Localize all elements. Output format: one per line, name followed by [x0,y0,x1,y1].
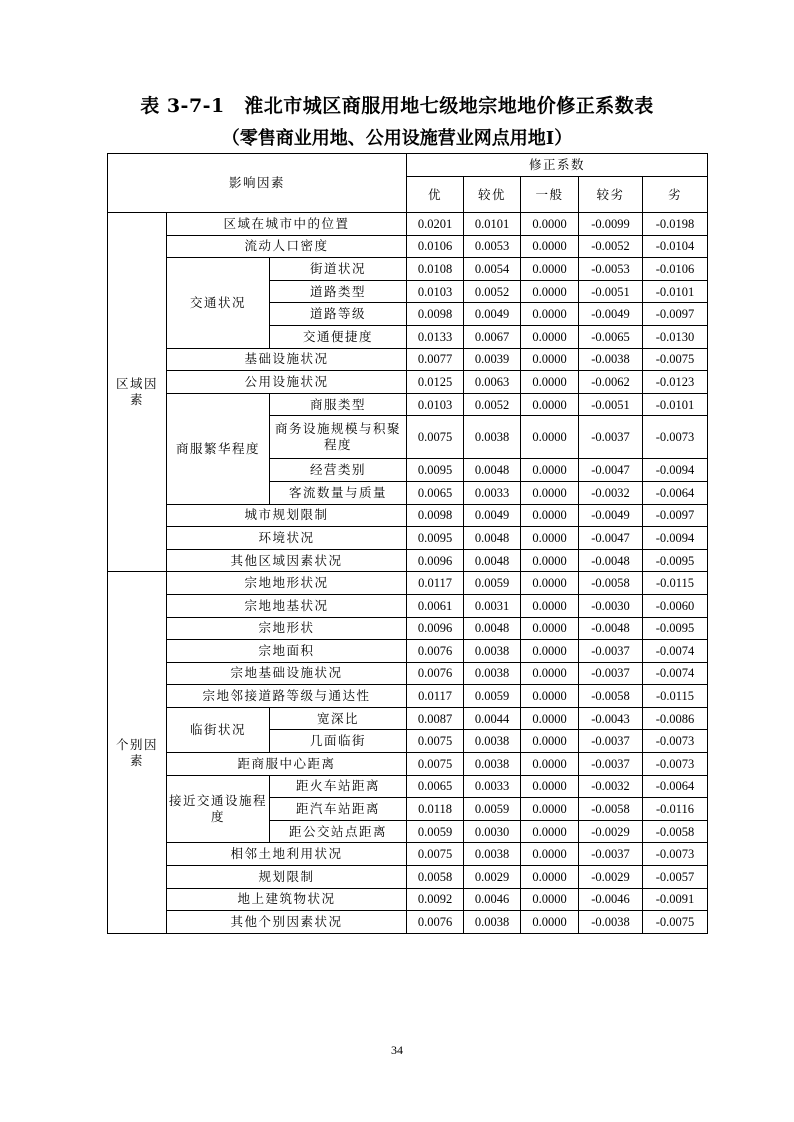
coefficient-value: 0.0000 [521,481,579,504]
coefficient-value: 0.0075 [407,416,464,459]
coefficient-value: 0.0038 [464,640,521,663]
header-grade: 一般 [521,177,579,213]
coefficient-value: 0.0000 [521,527,579,550]
coefficient-value: 0.0000 [521,640,579,663]
coefficient-value: -0.0073 [643,416,708,459]
coefficient-value: 0.0058 [407,866,464,889]
header-row [108,154,708,177]
coefficient-value: 0.0052 [464,280,521,303]
coefficient-value: 0.0031 [464,594,521,617]
factor-label: 距汽车站距离 [270,798,407,821]
table-row [108,258,708,281]
coefficient-value: -0.0130 [643,325,708,348]
table-row [108,707,708,730]
coefficient-value: 0.0038 [464,416,521,459]
coefficient-value: 0.0000 [521,685,579,708]
coefficient-value: 0.0000 [521,662,579,685]
coefficient-value: 0.0046 [464,888,521,911]
coefficient-value: 0.0096 [407,617,464,640]
coefficient-value: -0.0030 [579,594,643,617]
coefficient-value: -0.0074 [643,640,708,663]
coefficient-value: -0.0073 [643,753,708,776]
coefficient-value: 0.0044 [464,707,521,730]
coefficient-value: -0.0094 [643,527,708,550]
coefficient-value: 0.0039 [464,348,521,371]
coefficient-value: 0.0033 [464,481,521,504]
factor-label: 几面临街 [270,730,407,753]
factor-label: 地上建筑物状况 [167,888,407,911]
coefficient-value: 0.0059 [464,572,521,595]
factor-label: 环境状况 [167,527,407,550]
coefficient-value: -0.0047 [579,459,643,482]
table-row [108,617,708,640]
subgroup-traffic: 交通状况 [167,258,270,348]
table-row [108,572,708,595]
coefficient-value: 0.0000 [521,504,579,527]
coefficient-value: -0.0037 [579,843,643,866]
group-regional-factors: 区域因素 [108,213,167,572]
header-grade: 较优 [464,177,521,213]
table-row [108,393,708,416]
coefficient-value: -0.0058 [579,572,643,595]
table-title: 表 3-7-1 淮北市城区商服用地七级地宗地地价修正系数表 [140,95,654,117]
table-row [108,753,708,776]
table-row [108,235,708,258]
coefficient-value: 0.0000 [521,730,579,753]
factor-label: 街道状况 [270,258,407,281]
coefficient-value: 0.0076 [407,662,464,685]
coefficient-value: -0.0047 [579,527,643,550]
coefficient-value: 0.0000 [521,416,579,459]
coefficient-value: 0.0029 [464,866,521,889]
coefficient-value: -0.0037 [579,730,643,753]
factor-label: 宽深比 [270,707,407,730]
coefficient-value: 0.0077 [407,348,464,371]
coefficient-value: 0.0000 [521,594,579,617]
coefficient-value: 0.0000 [521,371,579,394]
coefficient-value: 0.0049 [464,504,521,527]
coefficient-value: 0.0063 [464,371,521,394]
coefficient-value: 0.0000 [521,348,579,371]
table-row [108,371,708,394]
coefficient-value: -0.0106 [643,258,708,281]
header-grade: 劣 [643,177,708,213]
coefficient-value: -0.0029 [579,866,643,889]
coefficient-value: 0.0118 [407,798,464,821]
coefficient-value: -0.0058 [643,820,708,843]
coefficient-value: 0.0059 [464,798,521,821]
factor-label: 区域在城市中的位置 [167,213,407,236]
coefficient-value: -0.0046 [579,888,643,911]
coefficient-value: 0.0065 [407,481,464,504]
coefficient-value: 0.0000 [521,213,579,236]
coefficient-value: -0.0101 [643,280,708,303]
coefficient-value: -0.0058 [579,685,643,708]
coefficient-value: -0.0097 [643,504,708,527]
coefficient-value: 0.0065 [407,775,464,798]
coefficient-value: -0.0051 [579,280,643,303]
coefficient-value: -0.0074 [643,662,708,685]
coefficient-value: -0.0075 [643,911,708,934]
coefficient-value: 0.0048 [464,527,521,550]
coefficient-value: -0.0073 [643,730,708,753]
table-row [108,888,708,911]
coefficient-value: -0.0062 [579,371,643,394]
factor-label: 客流数量与质量 [270,481,407,504]
coefficient-value: 0.0103 [407,393,464,416]
coefficient-value: -0.0048 [579,617,643,640]
table-row [108,348,708,371]
coefficient-value: 0.0087 [407,707,464,730]
subgroup-commerce: 商服繁华程度 [167,393,270,504]
coefficient-value: 0.0108 [407,258,464,281]
coefficient-value: -0.0053 [579,258,643,281]
coefficient-value: -0.0037 [579,753,643,776]
page-number: 34 [391,1043,403,1057]
coefficient-value: 0.0000 [521,617,579,640]
coefficient-value: -0.0075 [643,348,708,371]
coefficient-value: -0.0116 [643,798,708,821]
factor-label: 距火车站距离 [270,775,407,798]
coefficient-value: -0.0032 [579,481,643,504]
coefficient-value: 0.0059 [464,685,521,708]
table-row [108,911,708,934]
factor-label: 距公交站点距离 [270,820,407,843]
table-row [108,504,708,527]
coefficient-value: 0.0000 [521,549,579,572]
coefficient-value: 0.0000 [521,866,579,889]
coefficient-value: -0.0073 [643,843,708,866]
coefficient-value: -0.0049 [579,504,643,527]
factor-label: 规划限制 [167,866,407,889]
coefficient-value: 0.0000 [521,325,579,348]
coefficient-value: -0.0101 [643,393,708,416]
factor-label: 道路等级 [270,303,407,326]
coefficient-value: 0.0038 [464,730,521,753]
coefficient-value: 0.0048 [464,549,521,572]
factor-label: 流动人口密度 [167,235,407,258]
coefficient-value: -0.0091 [643,888,708,911]
coefficient-value: -0.0099 [579,213,643,236]
factor-label: 道路类型 [270,280,407,303]
header-grade: 较劣 [579,177,643,213]
factor-label: 宗地面积 [167,640,407,663]
coefficient-value: -0.0048 [579,549,643,572]
coefficient-value: 0.0095 [407,459,464,482]
coefficient-value: 0.0038 [464,662,521,685]
coefficient-value: 0.0053 [464,235,521,258]
table-row [108,213,708,236]
factor-label: 商服类型 [270,393,407,416]
coefficient-value: 0.0098 [407,303,464,326]
coefficient-value: 0.0117 [407,572,464,595]
factor-label: 其他个别因素状况 [167,911,407,934]
factor-label: 商务设施规模与积聚程度 [270,416,407,459]
factor-label: 宗地地基状况 [167,594,407,617]
table-subtitle: （零售商业用地、公用设施营业网点用地I） [221,128,573,149]
table-row [108,594,708,617]
coefficient-value: 0.0054 [464,258,521,281]
coefficient-value: -0.0064 [643,481,708,504]
coefficient-value: -0.0032 [579,775,643,798]
coefficient-value: -0.0064 [643,775,708,798]
coefficient-value: 0.0092 [407,888,464,911]
coefficient-value: 0.0103 [407,280,464,303]
factor-label: 基础设施状况 [167,348,407,371]
coefficient-value: 0.0049 [464,303,521,326]
factor-label: 经营类别 [270,459,407,482]
factor-label: 宗地邻接道路等级与通达性 [167,685,407,708]
coefficient-value: 0.0106 [407,235,464,258]
coefficient-value: -0.0057 [643,866,708,889]
coefficient-value: 0.0076 [407,911,464,934]
coefficient-value: 0.0067 [464,325,521,348]
correction-factor-table [107,153,708,934]
coefficient-value: 0.0059 [407,820,464,843]
coefficient-value: 0.0000 [521,303,579,326]
coefficient-value: -0.0049 [579,303,643,326]
coefficient-value: -0.0095 [643,617,708,640]
coefficient-value: -0.0094 [643,459,708,482]
coefficient-value: 0.0101 [464,213,521,236]
table-row [108,527,708,550]
coefficient-value: 0.0000 [521,775,579,798]
coefficient-value: 0.0000 [521,911,579,934]
coefficient-value: 0.0000 [521,459,579,482]
coefficient-value: 0.0000 [521,798,579,821]
coefficient-value: -0.0086 [643,707,708,730]
coefficient-value: 0.0061 [407,594,464,617]
table-row [108,843,708,866]
factor-label: 宗地基础设施状况 [167,662,407,685]
table-row [108,866,708,889]
coefficient-value: 0.0075 [407,843,464,866]
coefficient-value: -0.0095 [643,549,708,572]
coefficient-value: -0.0038 [579,348,643,371]
coefficient-value: 0.0038 [464,911,521,934]
coefficient-value: 0.0076 [407,640,464,663]
table-row [108,640,708,663]
table-row [108,685,708,708]
coefficient-value: -0.0065 [579,325,643,348]
coefficient-value: 0.0125 [407,371,464,394]
subgroup-transport-access: 接近交通设施程度 [167,775,270,843]
subgroup-frontage: 临街状况 [167,707,270,752]
table-row [108,775,708,798]
coefficient-value: 0.0000 [521,843,579,866]
coefficient-value: 0.0000 [521,753,579,776]
coefficient-value: -0.0051 [579,393,643,416]
coefficient-value: -0.0060 [643,594,708,617]
coefficient-value: 0.0075 [407,753,464,776]
coefficient-value: -0.0037 [579,416,643,459]
coefficient-value: 0.0038 [464,843,521,866]
coefficient-value: 0.0038 [464,753,521,776]
factor-label: 宗地地形状况 [167,572,407,595]
factor-label: 城市规划限制 [167,504,407,527]
table-row [108,662,708,685]
coefficient-value: 0.0030 [464,820,521,843]
coefficient-value: 0.0201 [407,213,464,236]
header-grade: 优 [407,177,464,213]
coefficient-value: 0.0098 [407,504,464,527]
table-row [108,549,708,572]
coefficient-value: 0.0000 [521,393,579,416]
factor-label: 相邻土地利用状况 [167,843,407,866]
coefficient-value: 0.0000 [521,280,579,303]
group-individual-factors: 个别因素 [108,572,167,934]
coefficient-value: -0.0058 [579,798,643,821]
header-coefficients: 修正系数 [407,154,708,177]
coefficient-value: 0.0117 [407,685,464,708]
coefficient-value: 0.0000 [521,258,579,281]
coefficient-value: 0.0048 [464,617,521,640]
coefficient-value: -0.0198 [643,213,708,236]
coefficient-value: -0.0052 [579,235,643,258]
coefficient-value: 0.0096 [407,549,464,572]
coefficient-value: 0.0133 [407,325,464,348]
coefficient-value: 0.0000 [521,235,579,258]
coefficient-value: 0.0000 [521,572,579,595]
coefficient-value: -0.0029 [579,820,643,843]
coefficient-value: 0.0033 [464,775,521,798]
coefficient-value: 0.0048 [464,459,521,482]
coefficient-value: 0.0095 [407,527,464,550]
coefficient-value: -0.0104 [643,235,708,258]
factor-label: 其他区域因素状况 [167,549,407,572]
factor-label: 距商服中心距离 [167,753,407,776]
coefficient-value: 0.0000 [521,707,579,730]
coefficient-value: -0.0123 [643,371,708,394]
coefficient-value: -0.0043 [579,707,643,730]
coefficient-value: 0.0000 [521,820,579,843]
coefficient-value: -0.0115 [643,685,708,708]
coefficient-value: -0.0097 [643,303,708,326]
factor-label: 宗地形状 [167,617,407,640]
header-factor: 影响因素 [108,154,407,213]
coefficient-value: -0.0038 [579,911,643,934]
coefficient-value: 0.0052 [464,393,521,416]
coefficient-value: -0.0037 [579,640,643,663]
coefficient-value: 0.0000 [521,888,579,911]
factor-label: 公用设施状况 [167,371,407,394]
factor-label: 交通便捷度 [270,325,407,348]
coefficient-value: -0.0037 [579,662,643,685]
coefficient-value: 0.0075 [407,730,464,753]
coefficient-value: -0.0115 [643,572,708,595]
